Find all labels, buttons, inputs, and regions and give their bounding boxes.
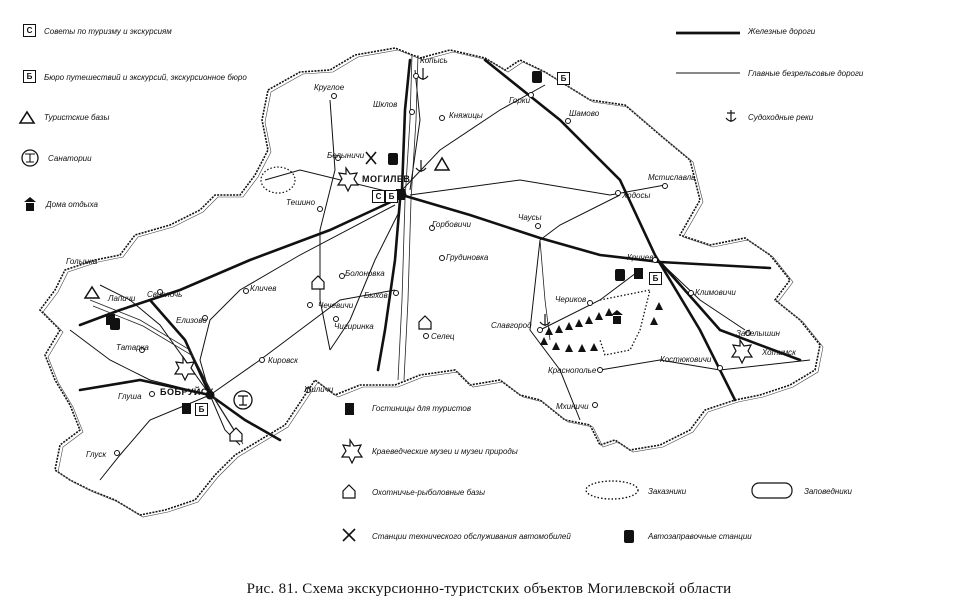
museum-icon-bobruisk (175, 357, 195, 380)
railway-mogilev-zhlobin (378, 200, 400, 370)
city-belynichi: Белыничи (327, 151, 365, 160)
legend-rest-house-text: Дома отдыха (46, 200, 98, 209)
tourist-base-icon-lapichi (85, 287, 99, 298)
bureau-badge-bobruisk: Б (195, 403, 208, 416)
hunting-base-icon-saleji (419, 316, 431, 329)
rest-house-icon-map (611, 310, 623, 324)
fuel-station-icon (624, 530, 634, 543)
city-gorki: Горки (509, 96, 531, 105)
city-kruglae: Круглое (314, 83, 345, 92)
hotel-icon (345, 403, 354, 415)
fuel-icon-lapichi (110, 318, 120, 330)
city-khodosy: Ходосы (622, 191, 651, 200)
museum-icon-khotimsk (732, 340, 752, 363)
sanatorium-icon-map (234, 391, 252, 409)
city-klichev: Кличев (250, 284, 277, 293)
city-chausy: Чаусы (518, 213, 542, 222)
fuel-icon-gorki (532, 71, 542, 83)
city-tatarka: Татарка (116, 343, 149, 352)
hunting-base-icon-bobruisk (230, 428, 242, 441)
city-cherikov: Чериков (555, 295, 587, 304)
legend-tourist-base-text: Туристские базы (44, 113, 110, 122)
city-glusha: Глуша (118, 392, 142, 401)
city-khotimsk: Хотимск (762, 348, 796, 357)
service-station-icon (343, 529, 355, 541)
city-klimovichi: Климовичи (695, 288, 736, 297)
museum-icon (342, 440, 362, 463)
legend-railway-text: Железные дороги (748, 27, 816, 36)
soviet-badge-mogilev: С (372, 190, 385, 203)
city-kiryanka: Чигиринка (334, 322, 374, 331)
railway-bobruisk-north (150, 300, 210, 395)
main-roads (70, 70, 810, 480)
city-bykhov: Быхов (364, 291, 388, 300)
reserve-icon (586, 481, 638, 499)
city-teshino: Тешино (286, 198, 316, 207)
anchor-icon (726, 110, 736, 122)
legend-fuel-text: Автозаправочные станции (648, 532, 752, 541)
legend-river-text: Судоходные реки (748, 113, 814, 122)
reserve-cherikov (600, 290, 650, 355)
city-svislochi: Свислочь (147, 290, 183, 299)
city-mstislavl: Мстиславль (648, 173, 696, 182)
city-lapichi: Лапичи (108, 294, 136, 303)
legend-museum-text: Краеведческие музеи и музеи природы (372, 447, 518, 456)
hunting-base-icon (343, 485, 355, 498)
legend-symbols-bottom (342, 403, 792, 543)
railway-krichev-unecha (660, 262, 800, 360)
bureau-badge-legend: Б (23, 70, 36, 83)
legend-reserve-text: Заказники (648, 487, 687, 496)
city-vechevichi: Чечевичи (318, 301, 354, 310)
city-mogilev: МОГИЛЕВ (362, 174, 411, 184)
legend-service-text: Станции технического обслуживания автомобилей (372, 532, 571, 541)
tourist-base-icon (20, 112, 34, 123)
anchor-icons-map (416, 68, 550, 326)
legend-sanatorium-text: Санатории (48, 154, 92, 163)
museum-icon-mogilev (338, 168, 358, 191)
soviet-badge-legend: С (23, 24, 36, 37)
city-mkhinichi: Мхиничи (556, 402, 589, 411)
hotel-icon-krichev (634, 268, 643, 279)
city-krasnopolye: Краснополье (548, 366, 597, 375)
anchor-icon-kopys (418, 68, 428, 80)
city-grudinovka: Грудиновка (446, 253, 489, 262)
fuel-icon-krichev (615, 269, 625, 281)
legend-bureau-text: Бюро путешествий и экскурсий, экскурсионное бюро (44, 73, 247, 82)
anchor-icon-slavgorod (540, 314, 550, 326)
legend-hotel-text: Гостиницы для туристов (372, 404, 472, 413)
legend-symbols-top (20, 33, 740, 211)
hunting-base-icon-kirovsk (312, 276, 324, 289)
city-bobruisk: БОБРУЙСК (160, 387, 214, 397)
nature-reserve-icon (752, 483, 792, 498)
city-saleji: Селец (431, 332, 455, 341)
city-slavgorod: Славгород (491, 321, 532, 330)
legend-main-road-text: Главные безрельсовые дороги (748, 69, 864, 78)
city-bolonovka: Болоновка (345, 269, 385, 278)
legend-soviet-text: Советы по туризму и экскурсиям (44, 27, 172, 36)
city-zhilichi: Жиличи (304, 385, 334, 394)
rest-house-icon (24, 197, 36, 211)
service-station-icon-map (366, 152, 376, 164)
tourist-base-icon-mogilev (435, 158, 449, 170)
city-gorbovichi: Горбовичи (432, 220, 471, 229)
bureau-badge-mogilev: Б (385, 190, 398, 203)
city-shamovo: Шамово (569, 109, 600, 118)
city-kirovsk: Кировск (268, 356, 298, 365)
legend-hunting-text: Охотничье-рыболовные базы (372, 488, 485, 497)
railway-orsha-mogilev (402, 60, 410, 190)
city-glusk: Глуск (86, 450, 107, 459)
region-border (40, 48, 820, 515)
city-kopys: Копысь (420, 56, 448, 65)
city-kostyukovichi: Костюковичи (660, 355, 712, 364)
fuel-icon-mogilev (388, 153, 398, 165)
bureau-badge-krichev: Б (649, 272, 662, 285)
city-zabelyshin: Забелышин (736, 329, 780, 338)
city-golynka: Голынка (66, 257, 98, 266)
bureau-badge-gorki: Б (557, 72, 570, 85)
hotel-icon-bobruisk (182, 403, 191, 414)
railway-gorki-krichev (485, 60, 735, 400)
city-knyazhitsy: Княжицы (449, 111, 483, 120)
city-elizovo: Елизово (176, 316, 207, 325)
city-shklov: Шклов (373, 100, 398, 109)
legend-nature-reserve-text: Заповедники (804, 487, 852, 496)
city-krichev: Кричев (627, 253, 654, 262)
figure-caption: Рис. 81. Схема экскурсионно-туристских объектов Могилевской области (246, 581, 732, 597)
